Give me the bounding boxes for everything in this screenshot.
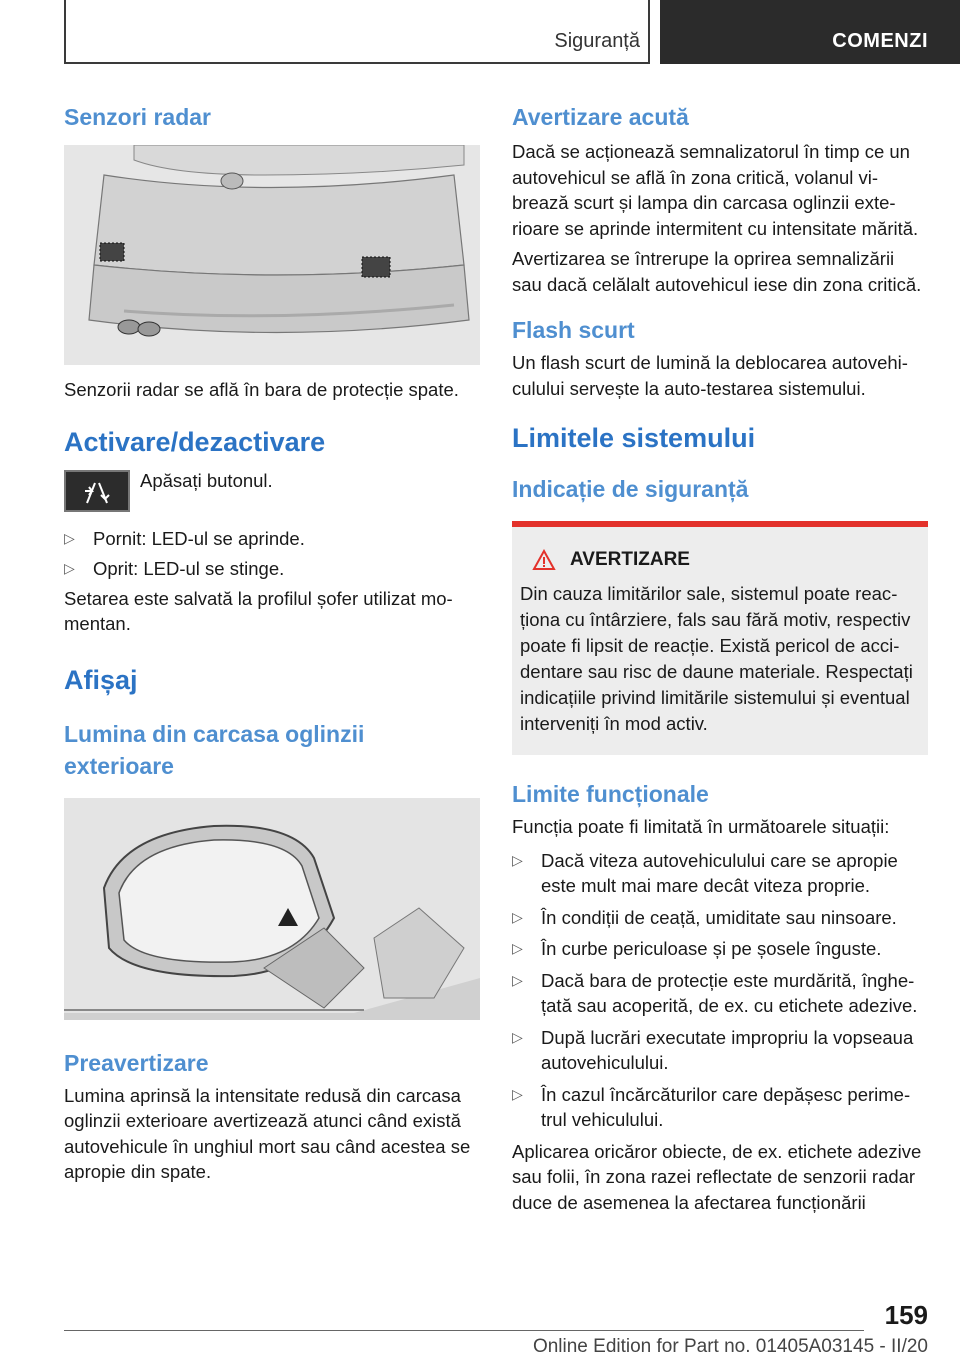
press-button-text: Apăsați butonul. [140, 469, 273, 491]
bullet-triangle-icon: ▷ [512, 851, 523, 868]
header-rule-bottom [64, 62, 650, 64]
setting-saved-text: Setarea este salvată la profilul șofer utilizat momentan. [64, 587, 453, 634]
status-bullets [64, 526, 480, 582]
bullet-triangle-icon: ▷ [512, 971, 523, 988]
list-item-text: În condiții de ceață, umiditate sau ninsoare. [541, 906, 897, 928]
radar-caption: Senzorii radar se află în bara de protecție spate. [64, 379, 459, 400]
bullet-triangle-icon: ▷ [512, 1085, 523, 1102]
radar-title: Senzori radar [64, 104, 211, 130]
list-item [512, 1025, 928, 1076]
acute-text-2: Avertizarea se întrerupe la oprirea semnalizării sau dacă celălalt autovehicul iese din zona critică. [512, 248, 922, 295]
right-column [512, 100, 928, 1215]
list-item-text: Oprit: LED-ul se stinge. [93, 558, 285, 579]
bullet-triangle-icon: ▷ [512, 1028, 523, 1045]
list-item-text: În cazul încărcăturilor care depășesc perimetrul vehiculului. [541, 1083, 911, 1130]
mirror-illustration [64, 798, 480, 1020]
header-rule-left [64, 0, 66, 64]
list-item-text: Dacă bara de protecție este murdărită, înghețată sau acoperită, de ex. cu etichete adezive. [541, 969, 918, 1016]
warning-triangle-icon [532, 549, 556, 571]
list-item [512, 1082, 928, 1133]
footer-rule [64, 1330, 864, 1331]
header-tab [660, 0, 960, 64]
functional-limits-title: Limite funcționale [512, 781, 709, 807]
warning-heading [520, 549, 918, 571]
list-item [512, 905, 928, 931]
header-rule-mid [648, 0, 650, 64]
header-tab-label: COMENZI [832, 30, 928, 52]
list-item [512, 968, 928, 1019]
footer-edition: Online Edition for Part no. 01405A03145 - II/20 [532, 1336, 928, 1357]
flash-text: Un flash scurt de lumină la deblocarea autovehiculului servește la auto-testarea sistemului. [512, 352, 908, 399]
list-item [64, 526, 480, 552]
acute-text-1: Dacă se acționează semnalizatorul în timp ce un autovehicul se află în zona critică, volanul vibrează scurt și lampa din carcasa oglinzii exterioare se aprinde intermitent cu intensitate mărită. [512, 141, 919, 239]
bullet-triangle-icon: ▷ [512, 908, 523, 925]
car-rear-illustration [64, 145, 480, 365]
bullet-triangle-icon: ▷ [64, 529, 75, 546]
left-column [64, 100, 480, 1185]
list-item [64, 556, 480, 582]
sensor-right-marker [362, 257, 390, 277]
warning-text: Din cauza limitărilor sale, sistemul poate reacționa cu întârziere, fals sau fără motiv, respectiv poate fi lipsit de reacție. Există pericol de accidentare sau risc de daune materiale. Respectați indicațiile privind limitările sistemului și eventual interveniți în mod activ. [520, 583, 913, 734]
sensor-left-marker [100, 243, 124, 261]
page-number: 159 [884, 1300, 928, 1330]
prewarn-title: Preavertizare [64, 1049, 209, 1076]
functional-limits-list [512, 848, 928, 1133]
activation-title: Activare/dezactivare [64, 426, 326, 457]
warning-box [512, 521, 928, 755]
blind-spot-button-icon [64, 470, 130, 512]
warning-label: AVERTIZARE [570, 549, 690, 570]
list-item-text: Pornit: LED-ul se aprinde. [93, 527, 305, 549]
flash-title: Flash scurt [512, 317, 635, 343]
safety-title: Indicație de siguranță [512, 476, 749, 502]
radar-figure [64, 145, 480, 365]
bullet-triangle-icon: ▷ [64, 560, 75, 576]
list-item [512, 936, 928, 962]
prewarn-text: Lumina aprinsă la intensitate redusă din carcasa oglinzii exterioare avertizează atunci când există autovehicule în unghiul mort sau când acestea se apropie din spate. [64, 1084, 471, 1182]
list-item-text: În curbe periculoase și pe șosele înguste. [541, 938, 882, 959]
list-item [512, 848, 928, 899]
acute-title: Avertizare acută [512, 104, 689, 130]
header-section: Siguranță [554, 30, 640, 52]
list-item-text: Dacă viteza autovehiculului care se apropie este mult mai mare decât viteza proprie. [541, 849, 898, 896]
bullet-triangle-icon: ▷ [512, 940, 523, 956]
functional-limits-intro: Funcția poate fi limitată în următoarele situații: [512, 816, 890, 837]
limits-title: Limitele sistemului [512, 423, 756, 453]
display-title: Afișaj [64, 664, 138, 695]
closing-text: Aplicarea oricăror obiecte, de ex. etichete adezive sau folii, în zona razei reflectate de senzorii radar duce de asemenea la afectarea funcționării [512, 1140, 922, 1213]
mirror-light-title: Lumina din carcasa oglinzii exterioare [64, 720, 365, 779]
list-item-text: După lucrări executate impropriu la vopseaua autovehiculului. [541, 1026, 914, 1073]
mirror-figure [64, 798, 480, 1020]
